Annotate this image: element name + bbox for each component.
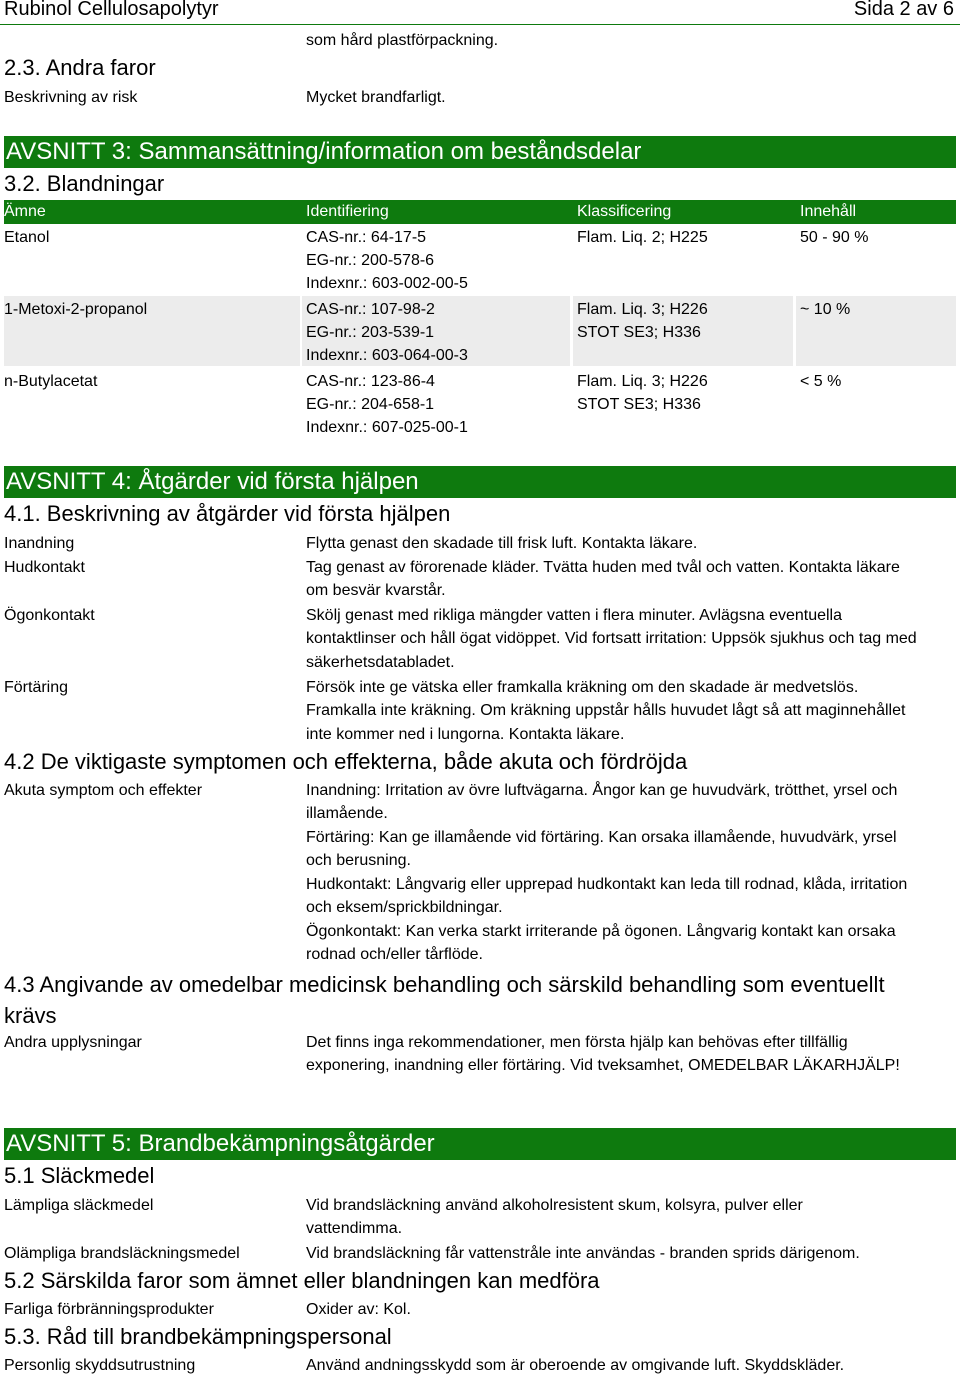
suitable-media-text: Vid brandsläckning använd alkoholresistent skum, kolsyra, pulver eller vattendimma. — [306, 1197, 803, 1238]
other-info-label: Andra upplysningar — [4, 1034, 142, 1051]
classification: Flam. Liq. 3; H226 — [577, 301, 708, 318]
section-4-2-title: 4.2 De viktigaste symptomen och effekterna, både akuta och fördröjda — [4, 749, 688, 774]
hazard-products-label: Farliga förbränningsprodukter — [4, 1301, 214, 1318]
acute-symptoms-label: Akuta symptom och effekter — [4, 782, 203, 799]
section-5-title: AVSNITT 5: Brandbekämpningsåtgärder — [4, 1128, 956, 1160]
section-3-title: AVSNITT 3: Sammansättning/information om beståndsdelar — [4, 136, 956, 168]
index-number: Indexnr.: 603-002-00-5 — [306, 275, 468, 292]
col-content: Innehåll — [800, 203, 857, 220]
content-value: 50 - 90 % — [800, 229, 869, 246]
classification: Flam. Liq. 2; H225 — [577, 229, 708, 246]
first-aid-text: Flytta genast den skadade till frisk luft. Kontakta läkare. — [306, 535, 698, 552]
acute-symptoms-text: Inandning: Irritation av övre luftvägarna. Ångor kan ge huvudvärk, trötthet, yrsel och illamående. — [306, 782, 898, 823]
section-5-1-title: 5.1 Släckmedel — [4, 1163, 155, 1188]
index-number: Indexnr.: 603-064-00-3 — [306, 347, 468, 364]
risk-label: Beskrivning av risk — [4, 89, 138, 106]
first-aid-text: Försök inte ge vätska eller framkalla kräkning om den skadade är medvetslös. Framkalla inte kräkning. Om kräkning uppstår hålls huvudet lågt så att maginnehållet inte kommer ned i lungorna. Kontakta läkare. — [306, 679, 906, 743]
table-header — [4, 200, 956, 224]
section-4-3-title: 4.3 Angivande av omedelbar medicinsk behandling och särskild behandling som eventuellt krävs — [4, 972, 885, 1028]
eg-number: EG-nr.: 203-539-1 — [306, 324, 435, 341]
acute-symptoms-text: Ögonkontakt: Kan verka starkt irriterande på ögonen. Långvarig kontakt kan orsaka rodnad och/eller tårflöde. — [306, 923, 896, 964]
page-number: Sida 2 av 6 — [853, 0, 954, 20]
unsuitable-media-label: Olämpliga brandsläckningsmedel — [4, 1245, 240, 1262]
acute-symptoms-text: Förtäring: Kan ge illamående vid förtäring. Kan orsaka illamående, huvudvärk, yrsel och berusning. — [306, 829, 897, 870]
substance-name: 1-Metoxi-2-propanol — [4, 301, 148, 318]
content-value: ~ 10 % — [800, 301, 851, 318]
content-value: < 5 % — [800, 373, 842, 390]
section-5-2-title: 5.2 Särskilda faror som ämnet eller blandningen kan medföra — [4, 1268, 600, 1293]
first-aid-label: Förtäring — [4, 679, 69, 696]
cas-number: CAS-nr.: 64-17-5 — [306, 229, 427, 246]
other-info-text: Det finns inga rekommendationer, men första hjälp kan behövas efter tillfällig exponering, inandning eller förtäring. Vid tveksamhet, OMEDELBAR LÄKARHJÄLP! — [306, 1034, 900, 1075]
first-aid-label: Ögonkontakt — [4, 607, 95, 624]
section-2-3-title: 2.3. Andra faror — [4, 55, 156, 80]
company-name: Rubinol Cellulosapolytyr — [4, 0, 219, 20]
first-aid-text: Skölj genast med rikliga mängder vatten i flera minuter. Avlägsna eventuella kontaktlinser och håll ögat vidöppet. Vid fortsatt irritation: Uppsök sjukhus och tag med säkerhetsdatabladet. — [306, 607, 917, 671]
section-4-1-title: 4.1. Beskrivning av åtgärder vid första hjälpen — [4, 501, 451, 526]
substance-name: n-Butylacetat — [4, 373, 98, 390]
suitable-media-label: Lämpliga släckmedel — [4, 1197, 154, 1214]
first-aid-label: Hudkontakt — [4, 559, 85, 576]
cas-number: CAS-nr.: 123-86-4 — [306, 373, 435, 390]
risk-value: Mycket brandfarligt. — [306, 89, 446, 106]
col-classification: Klassificering — [577, 203, 672, 220]
classification: Flam. Liq. 3; H226 — [577, 373, 708, 390]
index-number: Indexnr.: 607-025-00-1 — [306, 419, 468, 436]
section-5-3-title: 5.3. Råd till brandbekämpningspersonal — [4, 1324, 392, 1349]
continuation-text: som hård plastförpackning. — [306, 32, 499, 49]
ppe-label: Personlig skyddsutrustning — [4, 1357, 196, 1374]
ppe-text: Använd andningsskydd som är oberoende av omgivande luft. Skyddskläder. — [306, 1357, 845, 1374]
hazard-products-text: Oxider av: Kol. — [306, 1301, 411, 1318]
classification-2: STOT SE3; H336 — [577, 324, 701, 341]
col-substance: Ämne — [4, 203, 46, 220]
eg-number: EG-nr.: 200-578-6 — [306, 252, 435, 269]
section-4-title: AVSNITT 4: Åtgärder vid första hjälpen — [4, 466, 956, 498]
unsuitable-media-text: Vid brandsläckning får vattenstråle inte användas - branden sprids därigenom. — [306, 1245, 860, 1262]
first-aid-text: Tag genast av förorenade kläder. Tvätta huden med tvål och vatten. Kontakta läkare om besvär kvarstår. — [306, 559, 900, 600]
cas-number: CAS-nr.: 107-98-2 — [306, 301, 435, 318]
substance-name: Etanol — [4, 229, 50, 246]
classification-2: STOT SE3; H336 — [577, 396, 701, 413]
eg-number: EG-nr.: 204-658-1 — [306, 396, 435, 413]
acute-symptoms-text: Hudkontakt: Långvarig eller upprepad hudkontakt kan leda till rodnad, klåda, irritation och eksem/sprickbildningar. — [306, 876, 908, 917]
section-3-2-title: 3.2. Blandningar — [4, 171, 165, 196]
header-divider — [0, 24, 960, 25]
first-aid-label: Inandning — [4, 535, 75, 552]
col-identification: Identifiering — [306, 203, 389, 220]
